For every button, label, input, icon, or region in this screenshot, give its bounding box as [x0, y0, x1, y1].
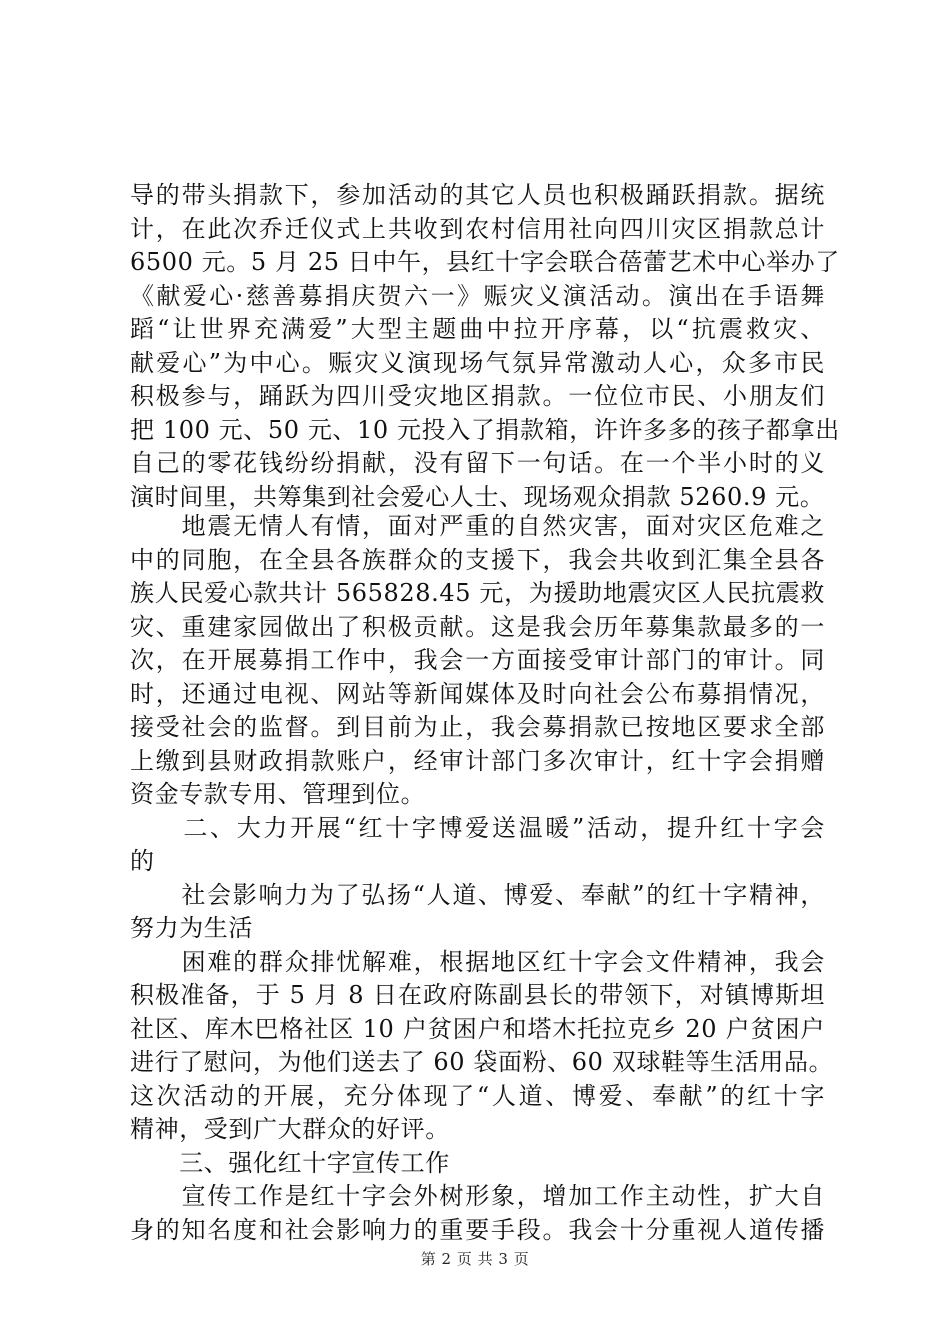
- text-line: 上缴到县财政捐款账户，经审计部门多次审计，红十字会捐赠: [130, 746, 825, 775]
- text-line: 自己的零花钱纷纷捐献，没有留下一句话。在一个半小时的义: [130, 449, 825, 477]
- text-line: 灾、重建家园做出了积极贡献。这是我会历年募集款最多的一: [130, 612, 825, 641]
- text-line: 接受社会的监督。到目前为止，我会募捐款已按地区要求全部: [130, 713, 825, 741]
- heading-line: 三、强化红十字宣传工作: [130, 1148, 450, 1177]
- page-footer: 第 2 页 共 3 页: [420, 1250, 530, 1268]
- text-line: 时，还通过电视、网站等新闻媒体及时向社会公布募捐情况，: [130, 679, 825, 708]
- text-line: 献爱心”为中心。赈灾义演现场气氛异常激动人心，众多市民: [130, 348, 825, 377]
- text-line: 《献爱心·慈善募捐庆贺六一》赈灾义演活动。演出在手语舞: [130, 281, 825, 310]
- text-line: 积极参与，踊跃为四川受灾地区捐款。一位位市民、小朋友们: [130, 382, 825, 410]
- text-line: 蹈“让世界充满爱”大型主题曲中拉开序幕，以“抗震救灾、: [130, 315, 825, 343]
- paragraph-publicity: [130, 1180, 825, 1247]
- text-line: 社区、库木巴格社区 10 户贫困户和塔木托拉克乡 20 户贫困户: [130, 1014, 825, 1043]
- text-line: 把 100 元、50 元、10 元投入了捐款箱，许许多多的孩子都拿出: [130, 415, 840, 444]
- text-line: 资金专款专用、管理到位。: [130, 780, 426, 808]
- text-line: 6500 元。5 月 25 日中午，县红十字会联合蓓蕾艺术中心举办了: [130, 248, 840, 276]
- text-line: 族人民爱心款共计 565828.45 元，为援助地震灾区人民抗震救: [130, 579, 825, 607]
- section-heading-2: [130, 812, 825, 879]
- text-line: 困难的群众排忧解难，根据地区红十字会文件精神，我会: [130, 947, 825, 976]
- heading-line: 二、大力开展“红十字博爱送温暖”活动，提升红十字会: [130, 813, 825, 842]
- paragraph-influence: [130, 879, 825, 946]
- text-line: 宣传工作是红十字会外树形象，增加工作主动性，扩大自: [130, 1182, 825, 1210]
- text-line: 演时间里，共筹集到社会爱心人士、现场观众捐款 5260.9 元。: [130, 482, 825, 511]
- text-line: 精神，受到广大群众的好评。: [130, 1115, 450, 1143]
- text-line: 进行了慰问，为他们送去了 60 袋面粉、60 双球鞋等生活用品。: [130, 1048, 834, 1076]
- text-line: 计，在此次乔迁仪式上共收到农村信用社向四川灾区捐款总计: [130, 214, 825, 243]
- heading-line: 的: [130, 847, 155, 875]
- text-line: 身的知名度和社会影响力的重要手段。我会十分重视人道传播: [130, 1215, 825, 1244]
- text-line: 地震无情人有情，面对严重的自然灾害，面对灾区危难之: [130, 512, 825, 540]
- paragraph-poverty-relief: [130, 946, 834, 1147]
- text-line: 社会影响力为了弘扬“人道、博爱、奉献”的红十字精神，: [130, 880, 825, 909]
- text-line: 次，在开展募捐工作中，我会一方面接受审计部门的审计。同: [130, 646, 825, 674]
- text-line: 导的带头捐款下，参加活动的其它人员也积极踊跃捐款。据统: [130, 181, 825, 209]
- body-continued: [130, 510, 834, 1247]
- text-line: 积极准备，于 5 月 8 日在政府陈副县长的带领下，对镇博斯坦: [130, 981, 825, 1009]
- paragraph-earthquake-donations: [130, 510, 825, 812]
- text-line: 这次活动的开展，充分体现了“人道、博爱、奉献”的红十字: [130, 1081, 825, 1110]
- section-heading-3: [130, 1147, 825, 1181]
- text-line: 中的同胞，在全县各族群众的支援下，我会共收到汇集全县各: [130, 545, 825, 574]
- paragraph-donation-events: [130, 179, 840, 514]
- text-line: 努力为生活: [130, 914, 253, 942]
